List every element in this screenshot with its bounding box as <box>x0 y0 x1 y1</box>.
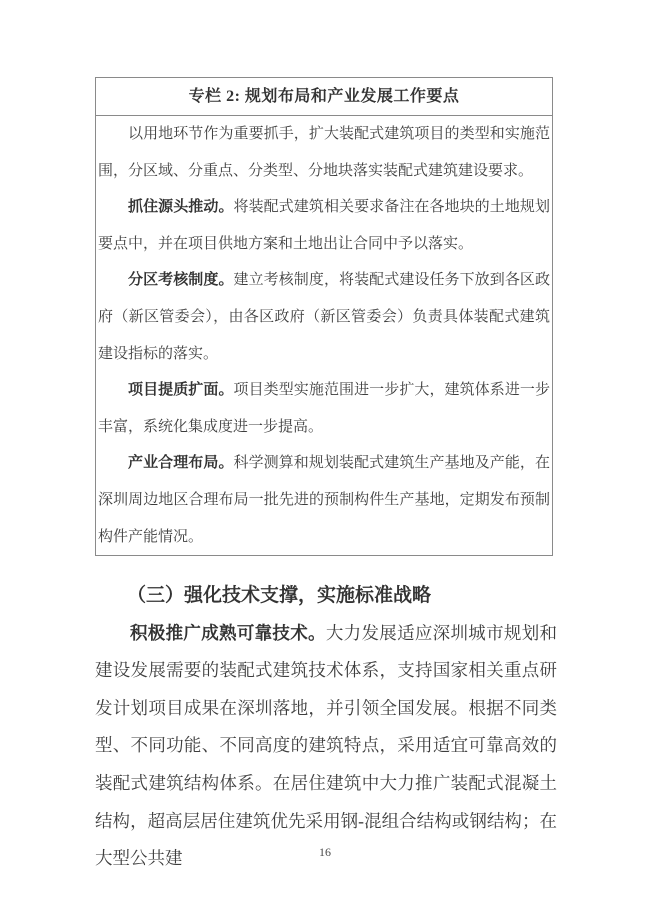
column-2-box <box>95 77 553 556</box>
paragraph-text: 以用地环节作为重要抓手，扩大装配式建筑项目的类型和实施范围，分区域、分重点、分类型、分地块落实装配式建筑建设要求。 <box>98 126 550 179</box>
paragraph-lead: 产业合理布局。 <box>128 455 234 472</box>
section-heading: （三）强化技术支撑，实施标准战略 <box>127 585 432 606</box>
paragraph-lead: 分区考核制度。 <box>128 272 234 289</box>
column-box-title: 专栏 2: 规划布局和产业发展工作要点 <box>96 78 552 116</box>
box-paragraph <box>98 262 550 372</box>
body-paragraph <box>95 615 557 878</box>
section-three <box>95 577 557 878</box>
box-paragraph <box>98 116 550 189</box>
paragraph-text: 建立考核制度，将装配式建设任务下放到各区政府（新区管委会），由各区政府（新区管委会）负责具体装配式建筑建设指标的落实。 <box>98 272 550 362</box>
paragraph-text: 大力发展适应深圳城市规划和建设发展需要的装配式建筑技术体系，支持国家相关重点研发计划项目成果在深圳落地，并引领全国发展。根据不同类型、不同功能、不同高度的建筑特点，采用适宜可靠高效的装配式建筑结构体系。在居住建筑中大力推广装配式混凝土结构，超高层居住建筑优先采用钢-混组合结构或钢结构；在大型公共建 <box>95 622 558 869</box>
box-paragraph <box>98 445 550 555</box>
paragraph-text: 将装配式建筑相关要求备注在各地块的土地规划要点中，并在项目供地方案和土地出让合同中予以落实。 <box>98 199 550 252</box>
page-number: 16 <box>319 845 331 859</box>
box-paragraph <box>98 372 550 445</box>
paragraph-lead: 项目提质扩面。 <box>128 382 234 399</box>
paragraph-text: 科学测算和规划装配式建筑生产基地及产能，在深圳周边地区合理布局一批先进的预制构件生产基地，定期发布预制构件产能情况。 <box>98 455 550 545</box>
box-paragraph <box>98 189 550 262</box>
column-box-body <box>96 116 552 555</box>
section-body <box>95 615 557 878</box>
paragraph-lead: 抓住源头推动。 <box>128 199 234 216</box>
paragraph-text: 项目类型实施范围进一步扩大，建筑体系进一步丰富，系统化集成度进一步提高。 <box>98 382 550 435</box>
paragraph-lead: 积极推广成熟可靠技术。 <box>130 622 326 643</box>
